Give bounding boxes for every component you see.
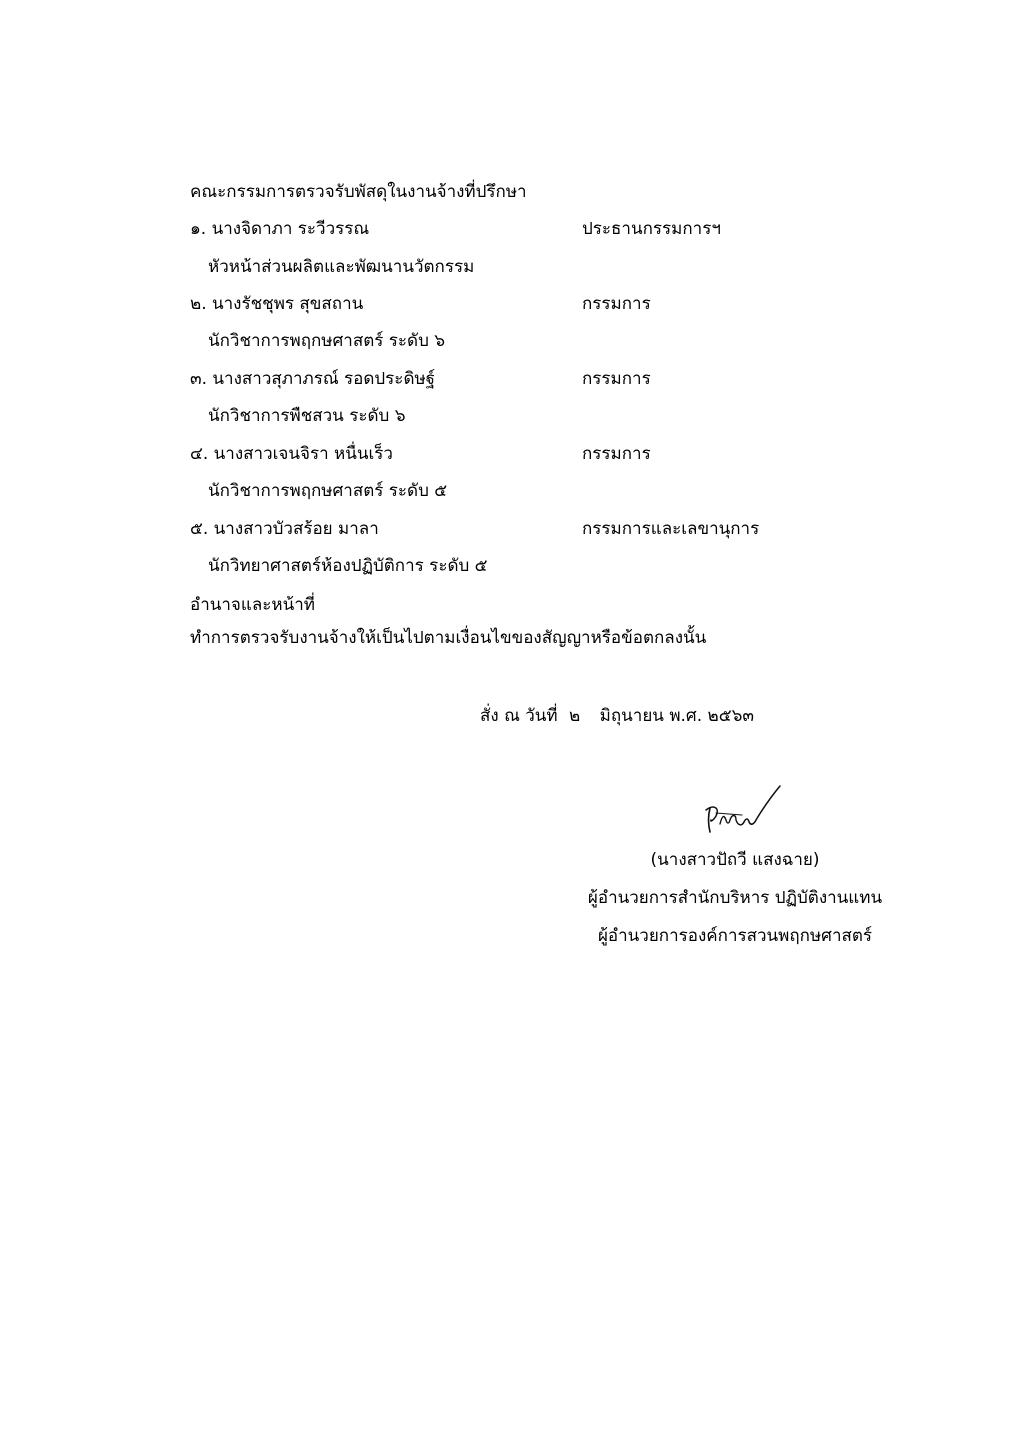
member-2-position: นักวิชาการพฤกษศาสตร์ ระดับ ๖ bbox=[208, 331, 446, 351]
member-4-name: ๔. นางสาวเจนจิรา หนื่นเร็ว bbox=[190, 444, 393, 464]
member-2-name: ๒. นางรัชชุพร สุขสถาน bbox=[190, 294, 364, 314]
order-date bbox=[480, 705, 754, 727]
order-date-day: ๒ bbox=[569, 706, 581, 726]
member-3-position: นักวิชาการพืชสวน ระดับ ๖ bbox=[208, 406, 406, 426]
duties-heading: อำนาจและหน้าที่ bbox=[190, 595, 315, 615]
member-1-role: ประธานกรรมการฯ bbox=[582, 219, 721, 239]
member-5-name: ๕. นางสาวบัวสร้อย มาลา bbox=[190, 519, 379, 539]
order-date-month-year: มิถุนายน พ.ศ. ๒๕๖๓ bbox=[599, 706, 755, 726]
member-4-role: กรรมการ bbox=[582, 444, 651, 464]
member-5-position: นักวิทยาศาสตร์ห้องปฏิบัติการ ระดับ ๕ bbox=[208, 556, 488, 576]
member-2-role: กรรมการ bbox=[582, 294, 651, 314]
member-1-name: ๑. นางจิดาภา ระวีวรรณ bbox=[190, 219, 370, 239]
member-3-name: ๓. นางสาวสุภาภรณ์ รอดประดิษฐ์ bbox=[190, 369, 436, 389]
signer-title-line2: ผู้อำนวยการองค์การสวนพฤกษศาสตร์ bbox=[597, 926, 873, 946]
member-5-role: กรรมการและเลขานุการ bbox=[582, 519, 760, 539]
committee-heading: คณะกรรมการตรวจรับพัสดุในงานจ้างที่ปรึกษา bbox=[190, 182, 527, 202]
member-3-role: กรรมการ bbox=[582, 369, 651, 389]
handwritten-signature bbox=[696, 780, 786, 840]
duties-text: ทำการตรวจรับงานจ้างให้เป็นไปตามเงื่อนไขของสัญญาหรือข้อตกลงนั้น bbox=[190, 628, 707, 648]
member-4-position: นักวิชาการพฤกษศาสตร์ ระดับ ๕ bbox=[208, 481, 448, 501]
signer-name: (นางสาวปัถวี แสงฉาย) bbox=[650, 850, 820, 870]
order-date-prefix: สั่ง ณ วันที่ bbox=[480, 706, 558, 726]
signer-title-line1: ผู้อำนวยการสำนักบริหาร ปฏิบัติงานแทน bbox=[587, 888, 883, 908]
member-1-position: หัวหน้าส่วนผลิตและพัฒนานวัตกรรม bbox=[208, 257, 475, 277]
